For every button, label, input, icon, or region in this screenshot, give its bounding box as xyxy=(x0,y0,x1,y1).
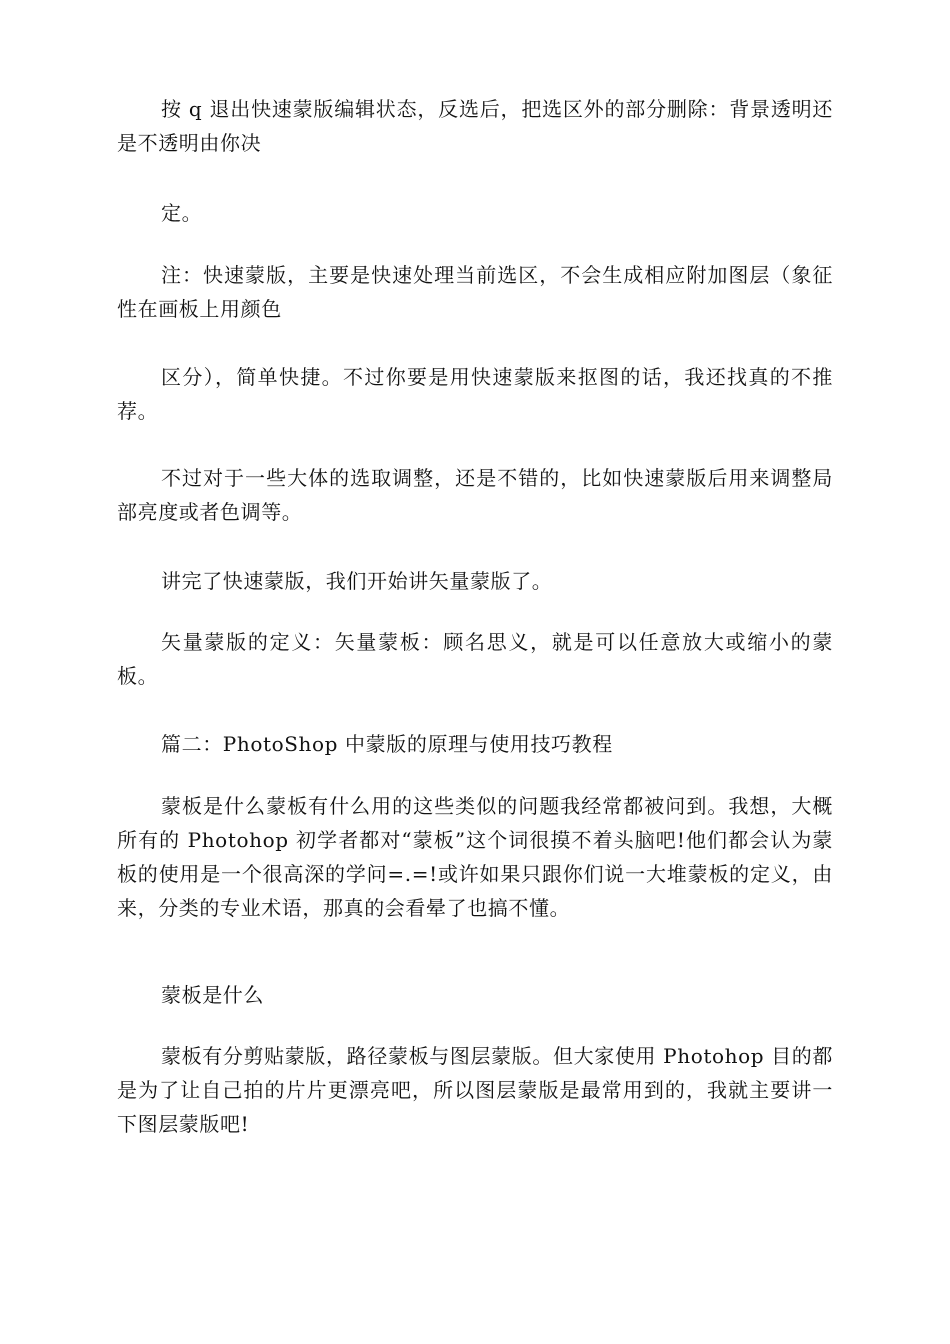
paragraph-mask-types: 蒙板有分剪贴蒙版，路径蒙板与图层蒙版。但大家使用 Photohop 目的都是为了让自己拍的片片更漂亮吧，所以图层蒙版是最常用到的，我就主要讲一下图层蒙版吧! xyxy=(117,1044,833,1136)
subheading-what-is-mask: 蒙板是什么 xyxy=(161,983,264,1007)
paragraph-vector-mask-definition: 矢量蒙版的定义：矢量蒙板：顾名思义，就是可以任意放大或缩小的蒙板。 xyxy=(117,630,833,688)
paragraph-distinguish: 区分），简单快捷。不过你要是用快速蒙版来抠图的话，我还找真的不推荐。 xyxy=(117,365,833,423)
section-heading-part-two: 篇二：PhotoShop 中蒙版的原理与使用技巧教程 xyxy=(161,732,613,756)
paragraph-vector-mask-intro: 讲完了快速蒙版，我们开始讲矢量蒙版了。 xyxy=(161,569,553,593)
paragraph-quick-mask-exit: 按 q 退出快速蒙版编辑状态，反选后，把选区外的部分删除：背景透明还是不透明由你决 xyxy=(117,97,833,155)
paragraph-decide: 定。 xyxy=(161,201,203,225)
paragraph-mask-questions: 蒙板是什么蒙板有什么用的这些类似的问题我经常都被问到。我想，大概所有的 Photohop 初学者都对“蒙板”这个词很摸不着头脑吧!他们都会认为蒙板的使用是一个很高深的学问=.=!或许如果只跟你们说一大堆蒙板的定义，由来，分类的专业术语，那真的会看晕了也搞不懂。 xyxy=(117,794,833,920)
paragraph-note-quick-mask: 注：快速蒙版，主要是快速处理当前选区，不会生成相应附加图层（象征性在画板上用颜色 xyxy=(117,263,833,321)
paragraph-selection-adjust: 不过对于一些大体的选取调整，还是不错的，比如快速蒙版后用来调整局部亮度或者色调等。 xyxy=(117,466,833,524)
